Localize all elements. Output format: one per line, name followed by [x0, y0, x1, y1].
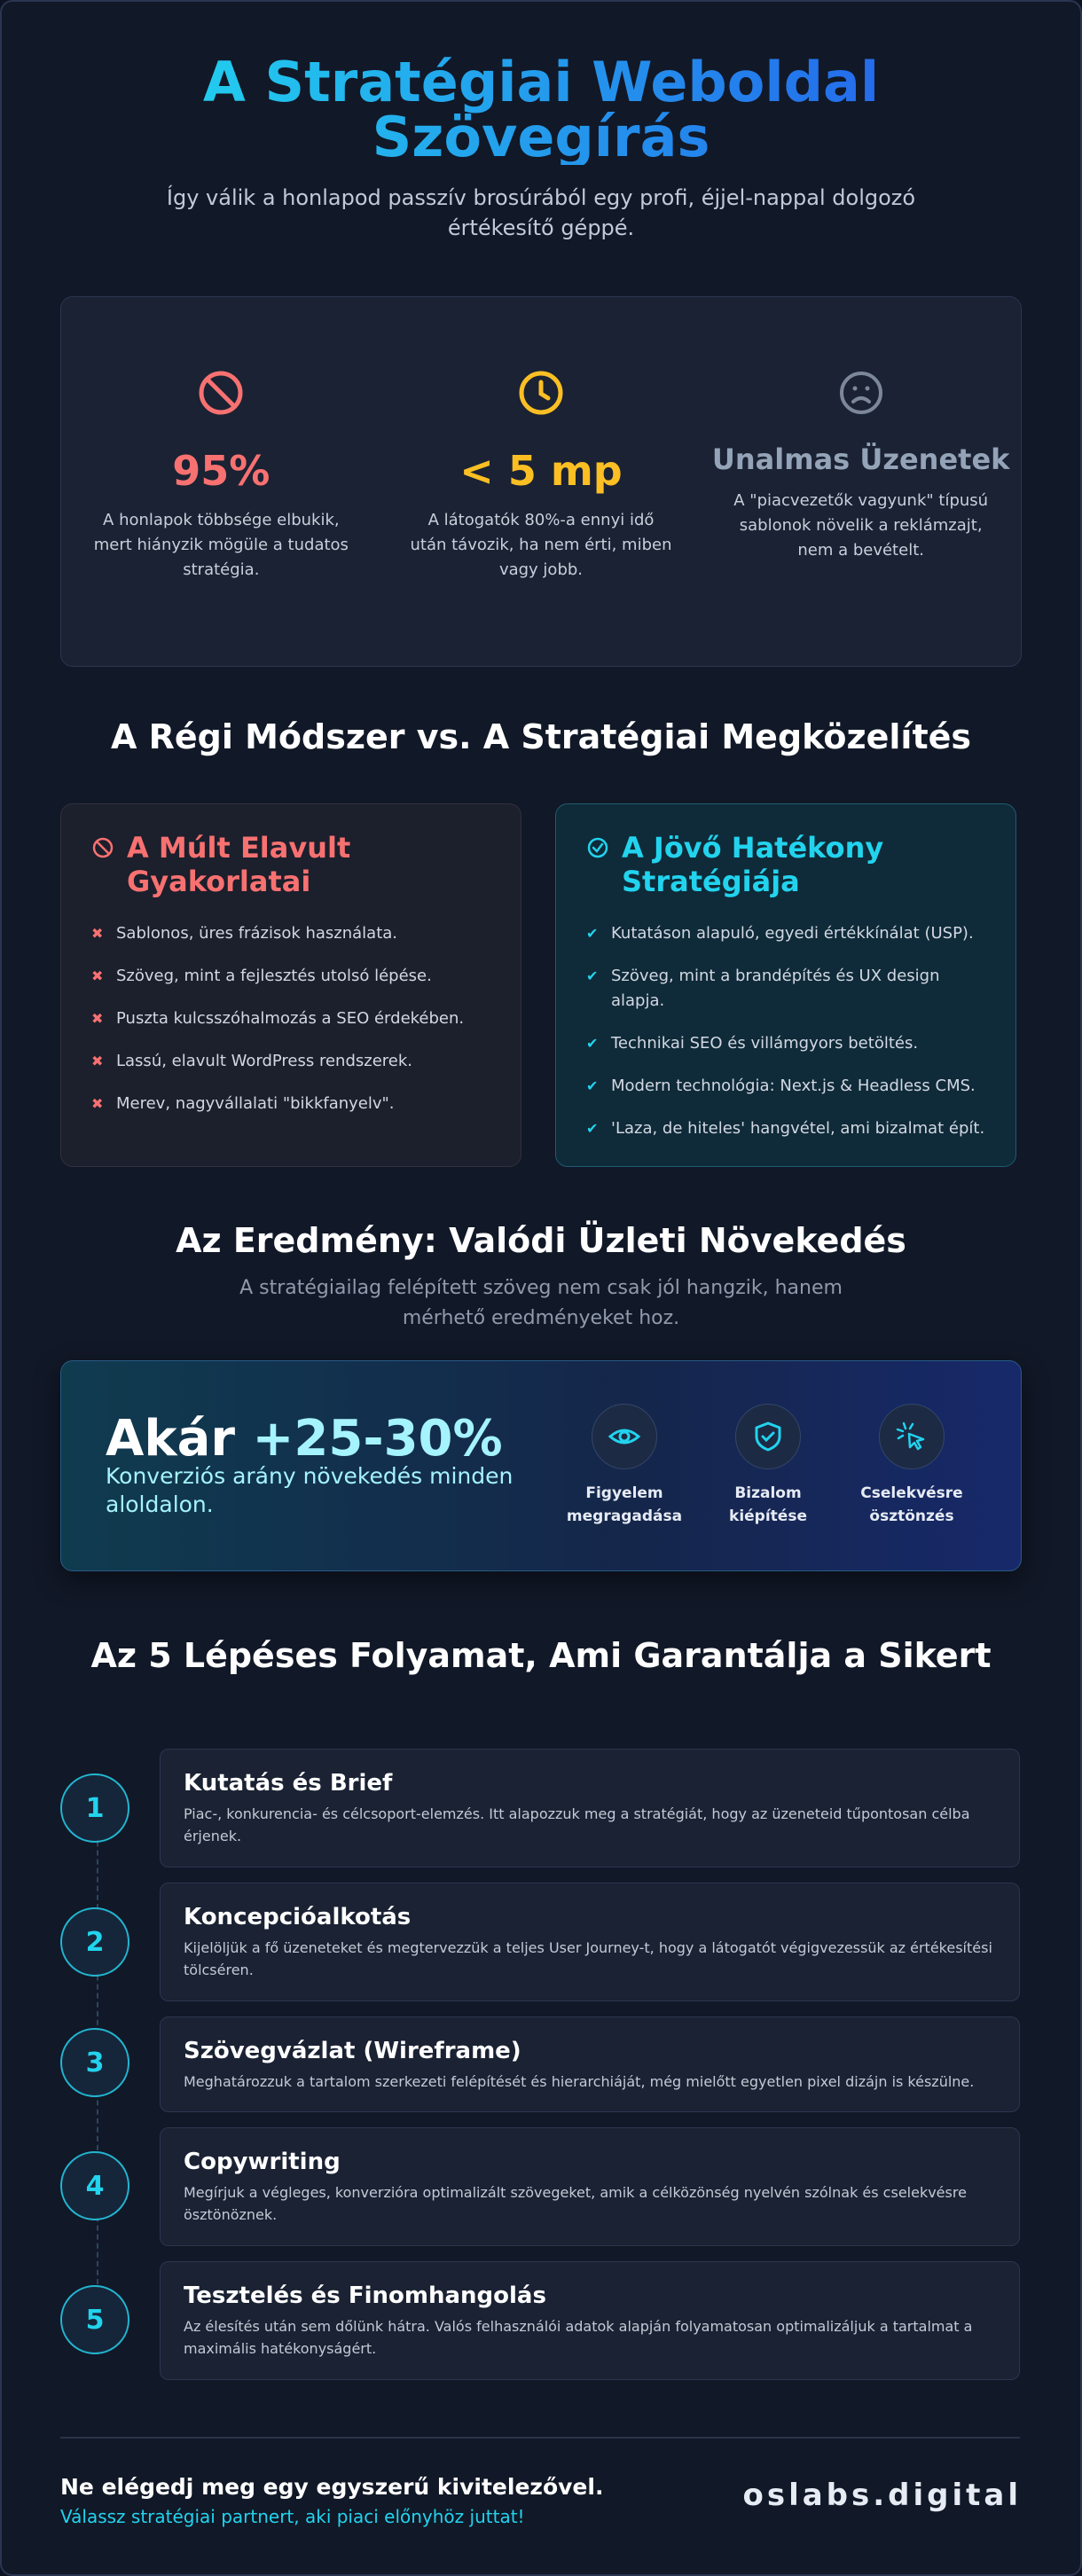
page-title: A Stratégiai Weboldal Szövegírás — [142, 55, 940, 165]
comparison-section-title: A Régi Módszer vs. A Stratégiai Megközelítés — [110, 717, 972, 756]
step-title: Szövegvázlat (Wireframe) — [184, 2038, 521, 2064]
old-methods-card — [60, 803, 521, 1167]
step-number: 5 — [60, 2285, 129, 2354]
ban-icon — [91, 836, 114, 863]
sad-face-icon — [701, 366, 1021, 419]
check-icon: ✔ — [586, 1077, 599, 1094]
benefit-trust: Bizalom kiépítése — [702, 1404, 835, 1528]
list-item: ✖ Sablonos, üres frázisok használata. — [91, 921, 490, 946]
check-circle-icon — [586, 836, 609, 863]
footer-divider — [60, 2437, 1020, 2439]
step-number: 1 — [60, 1773, 129, 1843]
step-card — [160, 1883, 1020, 2001]
step-title: Koncepcióalkotás — [184, 1904, 412, 1930]
list-item: ✖ Merev, nagyvállalati "bikkfanyelv". — [91, 1092, 490, 1116]
step-card — [160, 1749, 1020, 1867]
stat-value: < 5 mp — [459, 447, 623, 495]
step-card — [160, 2016, 1020, 2112]
ban-icon — [61, 366, 381, 419]
shield-check-icon — [735, 1404, 801, 1469]
stat-attention-time — [381, 297, 702, 666]
step-description: Piac-, konkurencia- és célcsoport-elemzés. Itt alapozzuk meg a stratégiát, hogy az üzeneteid tűpontosan célba érjenek. — [184, 1805, 970, 1844]
benefit-attention: Figyelem megragadása — [558, 1404, 691, 1528]
stats-panel — [60, 296, 1022, 667]
page-subtitle: Így válik a honlapod passzív brosúrából egy profi, éjjel-nappal dolgozó értékesítő géppé. — [166, 185, 916, 240]
cross-icon: ✖ — [91, 1053, 104, 1069]
stat-description: A látogatók 80%-a ennyi idő után távozik, ha nem érti, miben vagy jobb. — [410, 511, 672, 579]
list-item: ✖ Lassú, elavult WordPress rendszerek. — [91, 1049, 490, 1074]
results-subtitle: A stratégiailag felépített szöveg nem csak jól hangzik, hanem mérhető eredményeket hoz. — [239, 1277, 843, 1329]
stat-description: A honlapok többsége elbukik, mert hiányzik mögüle a tudatos stratégia. — [93, 511, 349, 579]
step-number: 3 — [60, 2028, 129, 2097]
step-description: Meghatározzuk a tartalom szerkezeti felépítését és hierarchiáját, még mielőtt egyetlen pixel dizájn is készülne. — [184, 2073, 975, 2090]
brand-logo: oslabs.digital — [742, 2478, 1022, 2513]
conversion-description: Konverziós arány növekedés minden aloldalon. — [106, 1463, 514, 1517]
step-description: Kijelöljük a fő üzeneteket és megtervezzük a teljes User Journey-t, hogy a látogatót végigvezessük az értékesítési tölcséren. — [184, 1939, 992, 1978]
cross-icon: ✖ — [91, 967, 104, 984]
cross-icon: ✖ — [91, 925, 104, 942]
step-card — [160, 2127, 1020, 2246]
list-item: ✖ Puszta kulcsszóhalmozás a SEO érdekében. — [91, 1006, 490, 1031]
new-strategy-card — [555, 803, 1016, 1167]
check-icon: ✔ — [586, 925, 599, 942]
list-item: ✖ Szöveg, mint a fejlesztés utolsó lépése. — [91, 964, 490, 989]
stat-value: Unalmas Üzenetek — [711, 442, 1010, 476]
check-icon: ✔ — [586, 1120, 599, 1137]
step-title: Kutatás és Brief — [184, 1770, 393, 1797]
list-item: ✔ Szöveg, mint a brandépítés és UX design alapja. — [586, 964, 985, 1014]
step-description: Az élesítés után sem dőlünk hátra. Valós felhasználói adatok alapján folyamatosan optimalizáljuk a tartalmat a maximális hatékonyságért. — [184, 2318, 973, 2357]
process-section-title: Az 5 Lépéses Folyamat, Ami Garantálja a Sikert — [90, 1636, 992, 1675]
stat-value: 95% — [172, 447, 270, 495]
step-title: Tesztelés és Finomhangolás — [184, 2282, 546, 2309]
check-icon: ✔ — [586, 967, 599, 984]
old-methods-title: A Múlt Elavult Gyakorlatai — [127, 831, 351, 898]
new-strategy-title: A Jövő Hatékony Stratégiája — [622, 831, 884, 898]
footer-cta — [60, 2474, 603, 2529]
check-icon: ✔ — [586, 1035, 599, 1052]
stat-description: A "piacvezetők vagyunk" típusú sablonok növelik a reklámzajt, nem a bevételt. — [733, 491, 989, 560]
step-card — [160, 2261, 1020, 2380]
eye-icon — [592, 1404, 657, 1469]
clock-icon — [381, 366, 702, 419]
list-item: ✔ Modern technológia: Next.js & Headless CMS. — [586, 1074, 985, 1099]
conversion-value: Akár +25-30% — [106, 1410, 503, 1468]
step-title: Copywriting — [184, 2149, 341, 2175]
benefit-action: Cselekvésre ösztönzés — [845, 1404, 978, 1528]
cross-icon: ✖ — [91, 1010, 104, 1027]
step-number: 4 — [60, 2151, 129, 2220]
list-item: ✔ 'Laza, de hiteles' hangvétel, ami bizalmat épít. — [586, 1116, 985, 1141]
cursor-click-icon — [879, 1404, 945, 1469]
results-section-title: Az Eredmény: Valódi Üzleti Növekedés — [176, 1221, 906, 1260]
list-item: ✔ Kutatáson alapuló, egyedi értékkínálat (USP). — [586, 921, 985, 946]
footer-headline: Ne elégedj meg egy egyszerű kivitelezővel. — [60, 2474, 604, 2500]
stat-failure-rate — [61, 297, 381, 666]
cross-icon: ✖ — [91, 1095, 104, 1112]
conversion-banner — [60, 1360, 1022, 1571]
footer-tagline: Válassz stratégiai partnert, aki piaci előnyhöz juttat! — [60, 2506, 525, 2527]
hero — [2, 2, 1080, 243]
list-item: ✔ Technikai SEO és villámgyors betöltés. — [586, 1031, 985, 1056]
step-description: Megírjuk a végleges, konverzióra optimalizált szövegeket, amik a célközönség nyelvén szólnak és cselekvésre ösztönöznek. — [184, 2184, 967, 2223]
stat-boring-messages — [701, 297, 1021, 666]
step-number: 2 — [60, 1907, 129, 1977]
